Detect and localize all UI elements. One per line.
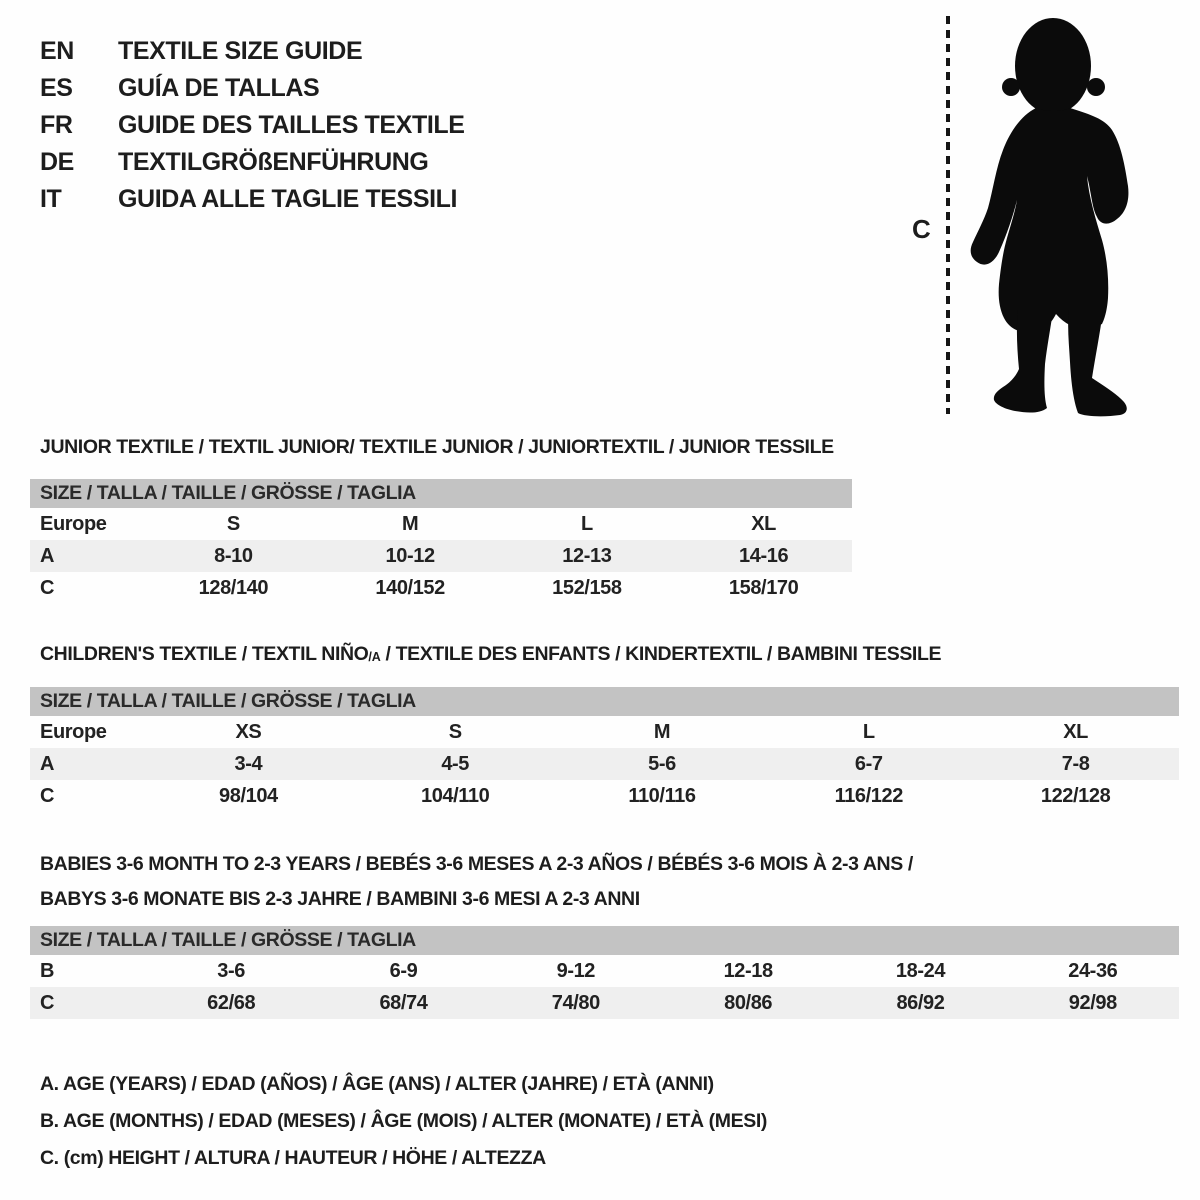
table-cell: 116/122 (834, 784, 903, 807)
table-row-europe (30, 716, 1179, 748)
table-cell: S (448, 720, 462, 743)
table-cell: 80/86 (724, 991, 773, 1014)
table-row-height (30, 572, 852, 604)
babies-title-line1: BABIES 3-6 MONTH TO 2-3 YEARS / BEBÉS 3-6 MESES A 2-3 AÑOS / BÉBÉS 3-6 MOIS À 2-3 ANS / (40, 853, 913, 875)
table-row-height (30, 987, 1179, 1019)
babies-size-table (30, 926, 1179, 1019)
table-cell: 14-16 (739, 544, 789, 567)
height-measure-label: C (912, 214, 931, 244)
lang-code: EN (40, 37, 74, 65)
legend-line-c: C. (cm) HEIGHT / ALTURA / HAUTEUR / HÖHE / ALTEZZA (40, 1147, 546, 1169)
row-label-cell: Europe (40, 720, 107, 743)
table-cell: 158/170 (728, 576, 799, 599)
table-header-row (30, 926, 1179, 955)
children-size-table (30, 687, 1179, 812)
table-cell: 9-12 (556, 959, 596, 982)
babies-section-title (40, 847, 913, 917)
table-cell: 4-5 (441, 752, 470, 775)
table-row-europe (30, 508, 852, 540)
table-cell: 24-36 (1068, 959, 1118, 982)
row-label-cell: C (40, 576, 55, 599)
table-cell: 6-9 (389, 959, 418, 982)
children-title-sub: /A (368, 650, 381, 664)
junior-size-table (30, 479, 852, 604)
lang-label: GUIDA ALLE TAGLIE TESSILI (118, 185, 458, 213)
table-cell: 5-6 (648, 752, 676, 775)
table-cell: 62/68 (207, 991, 256, 1014)
lang-label: TEXTILE SIZE GUIDE (118, 37, 363, 65)
legend-line-b: B. AGE (MONTHS) / EDAD (MESES) / ÂGE (MOIS) / ALTER (MONATE) / ETÀ (MESI) (40, 1110, 767, 1132)
lang-row-en (40, 33, 465, 70)
table-cell: 3-4 (234, 752, 263, 775)
table-cell: 152/158 (552, 576, 622, 599)
table-cell: 3-6 (217, 959, 246, 982)
table-cell: XL (1063, 720, 1088, 743)
table-cell: XL (751, 512, 776, 535)
lang-code: IT (40, 185, 62, 213)
row-label-cell: A (40, 544, 55, 567)
table-cell: M (653, 720, 671, 743)
children-title-text: CHILDREN'S TEXTILE / TEXTIL NIÑO (40, 643, 369, 665)
row-label-cell: Europe (40, 512, 107, 535)
table-cell: 140/152 (375, 576, 445, 599)
toddler-silhouette-icon (966, 14, 1138, 421)
lang-row-fr (40, 107, 465, 144)
table-header-row (30, 479, 852, 508)
size-header-bar: SIZE / TALLA / TAILLE / GRÖSSE / TAGLIA (30, 926, 1179, 955)
table-cell: 110/116 (628, 784, 696, 807)
table-cell: S (226, 512, 240, 535)
lang-code: DE (40, 148, 74, 176)
table-cell: 122/128 (1040, 784, 1111, 807)
table-row-age (30, 748, 1179, 780)
lang-label: GUÍA DE TALLAS (118, 74, 320, 102)
row-label-cell: C (40, 991, 55, 1014)
table-cell: L (580, 512, 593, 535)
table-cell: 92/98 (1068, 991, 1117, 1014)
table-cell: 7-8 (1061, 752, 1090, 775)
row-label-cell: C (40, 784, 55, 807)
table-cell: L (862, 720, 875, 743)
height-dashed-line (946, 16, 950, 414)
lang-label: GUIDE DES TAILLES TEXTILE (118, 111, 465, 139)
table-cell: 98/104 (219, 784, 278, 807)
row-label-cell: B (40, 959, 55, 982)
table-cell: M (401, 512, 419, 535)
table-cell: 10-12 (385, 544, 435, 567)
table-cell: 18-24 (895, 959, 946, 982)
legend-line-a: A. AGE (YEARS) / EDAD (AÑOS) / ÂGE (ANS) / ALTER (JAHRE) / ETÀ (ANNI) (40, 1073, 714, 1095)
babies-title-line2: BABYS 3-6 MONATE BIS 2-3 JAHRE / BAMBINI 3-6 MESI A 2-3 ANNI (40, 888, 640, 910)
lang-label: TEXTILGRÖßENFÜHRUNG (118, 148, 429, 176)
table-cell: 6-7 (854, 752, 883, 775)
children-title-text: / TEXTILE DES ENFANTS / KINDERTEXTIL / BAMBINI TESSILE (380, 643, 942, 665)
lang-row-es (40, 70, 465, 107)
table-cell: 8-10 (214, 544, 253, 567)
table-cell: 12-18 (723, 959, 773, 982)
children-section-title (40, 643, 941, 668)
row-label-cell: A (40, 752, 55, 775)
table-row-height (30, 780, 1179, 812)
table-cell: 74/80 (551, 991, 600, 1014)
lang-code: ES (40, 74, 73, 102)
table-cell: 68/74 (379, 991, 428, 1014)
measurement-legend (40, 1066, 767, 1177)
table-cell: 86/92 (896, 991, 945, 1014)
language-title-list (40, 33, 465, 218)
table-row-age (30, 540, 852, 572)
table-cell: 104/110 (420, 784, 490, 807)
junior-section-title: JUNIOR TEXTILE / TEXTIL JUNIOR/ TEXTILE JUNIOR / JUNIORTEXTIL / JUNIOR TESSILE (40, 436, 834, 458)
lang-code: FR (40, 111, 73, 139)
table-row-age-months (30, 955, 1179, 987)
size-header-bar: SIZE / TALLA / TAILLE / GRÖSSE / TAGLIA (30, 687, 1179, 716)
table-cell: 12-13 (562, 544, 612, 567)
lang-row-de (40, 144, 465, 181)
size-header-bar: SIZE / TALLA / TAILLE / GRÖSSE / TAGLIA (30, 479, 852, 508)
lang-row-it (40, 181, 465, 218)
table-header-row (30, 687, 1179, 716)
table-cell: 128/140 (198, 576, 269, 599)
table-cell: XS (235, 720, 262, 743)
